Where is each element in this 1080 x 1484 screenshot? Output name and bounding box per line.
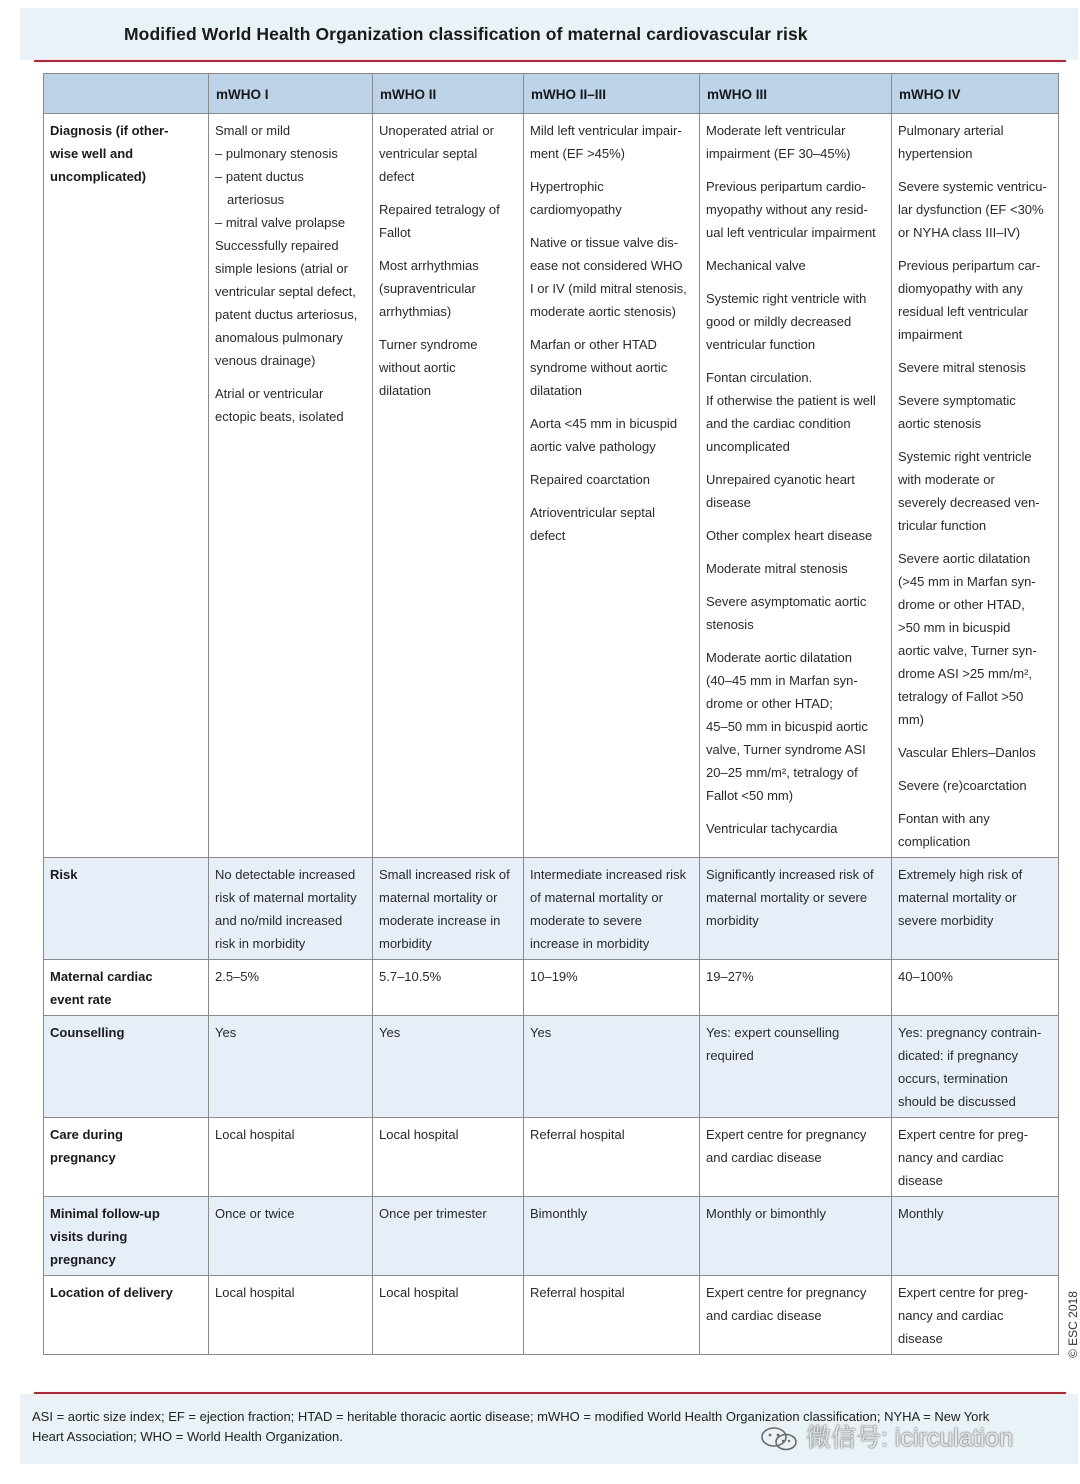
- cell-entry: [530, 119, 694, 165]
- cell-line: Moderate aortic dilatation: [706, 650, 852, 665]
- cell-diagnosis-mwho-1: [209, 114, 373, 858]
- cell-line: cardiomyopathy: [530, 202, 622, 217]
- cell-entry: [530, 231, 694, 323]
- cell-entry: [379, 333, 518, 402]
- cell-line: Severe aortic dilatation: [898, 551, 1031, 566]
- cell-line: Diagnosis (if other-: [50, 123, 169, 138]
- cell-counselling-mwho-3: [700, 1016, 892, 1118]
- cell-line: morbidity: [379, 936, 432, 951]
- cell-line: Hypertrophic: [530, 179, 604, 194]
- cell-entry: [898, 254, 1053, 346]
- cell-line: (supraventricular: [379, 281, 476, 296]
- cell-line: and cardiac disease: [706, 1308, 822, 1323]
- cell-event-rate-mwho-4: [892, 960, 1059, 1016]
- footnote-line: ASI = aortic size index; EF = ejection fraction; HTAD = heritable thoracic aortic disease; mWHO = modified World Health Organization classification; NYHA = New York: [32, 1409, 990, 1424]
- cell-line: severe morbidity: [898, 913, 994, 928]
- cell-line: – mitral valve prolapse: [215, 215, 346, 230]
- cell-entry: [898, 547, 1053, 731]
- cell-diagnosis-mwho-2: [373, 114, 524, 858]
- row-label-delivery: [44, 1276, 209, 1355]
- cell-counselling-mwho-2: [373, 1016, 524, 1118]
- wechat-watermark: [760, 1418, 1013, 1454]
- cell-entry: [530, 175, 694, 221]
- cell-line: aortic valve pathology: [530, 439, 656, 454]
- cell-entry: [898, 774, 1053, 797]
- top-rule: [34, 60, 1066, 62]
- cell-delivery-mwho-4: [892, 1276, 1059, 1355]
- cell-line: Fontan with any: [898, 811, 990, 826]
- cell-line: impairment: [898, 327, 963, 342]
- cell-line: Severe asymptomatic aortic: [706, 594, 867, 609]
- cell-entry: [898, 175, 1053, 244]
- cell-entry: [898, 389, 1053, 435]
- copyright-notice: © ESC 2018: [1066, 1291, 1080, 1358]
- cell-line: moderate increase in: [379, 913, 501, 928]
- cell-line: Monthly or bimonthly: [706, 1206, 826, 1221]
- col-header-mwho-1: mWHO I: [209, 74, 373, 114]
- cell-line: Small or mild: [215, 123, 291, 138]
- cell-line: nancy and cardiac: [898, 1150, 1004, 1165]
- cell-line: – pulmonary stenosis: [215, 146, 338, 161]
- cell-diagnosis-mwho-3: [700, 114, 892, 858]
- cell-line: Severe mitral stenosis: [898, 360, 1026, 375]
- cell-risk-mwho-2-3: [524, 858, 700, 960]
- cell-line: complication: [898, 834, 971, 849]
- cell-line: Risk: [50, 867, 78, 882]
- cell-line: Yes: pregnancy contrain-: [898, 1025, 1042, 1040]
- cell-line: Small increased risk of: [379, 867, 510, 882]
- cell-followup-mwho-3: [700, 1197, 892, 1276]
- page-title: Modified World Health Organization classification of maternal cardiovascular risk: [124, 24, 808, 44]
- cell-line: moderate to severe: [530, 913, 643, 928]
- cell-entry: [706, 287, 886, 356]
- cell-entry: [379, 254, 518, 323]
- cell-line: Severe symptomatic: [898, 393, 1016, 408]
- cell-followup-mwho-2: [373, 1197, 524, 1276]
- cell-line: ventricular septal: [379, 146, 478, 161]
- cell-line: mm): [898, 712, 924, 727]
- cell-line: Systemic right ventricle: [898, 449, 1032, 464]
- cell-line: stenosis: [706, 617, 754, 632]
- cell-line: Location of delivery: [50, 1285, 173, 1300]
- cell-line: ventricular function: [706, 337, 816, 352]
- cell-line: diomyopathy with any: [898, 281, 1024, 296]
- cell-line: Minimal follow-up: [50, 1206, 160, 1221]
- cell-line: simple lesions (atrial or: [215, 261, 348, 276]
- cell-care-mwho-2: [373, 1118, 524, 1197]
- cell-line: 5.7–10.5%: [379, 969, 442, 984]
- cell-line: I or IV (mild mitral stenosis,: [530, 281, 687, 296]
- cell-entry: [898, 807, 1053, 853]
- cell-line: Referral hospital: [530, 1285, 625, 1300]
- cell-line: drome or other HTAD;: [706, 696, 833, 711]
- cell-entry: [898, 119, 1053, 165]
- cell-line: Atrial or ventricular: [215, 386, 324, 401]
- col-header-mwho-4: mWHO IV: [892, 74, 1059, 114]
- cell-followup-mwho-4: [892, 1197, 1059, 1276]
- cell-line: lar dysfunction (EF <30%: [898, 202, 1044, 217]
- watermark-text: 微信号: icirculation: [806, 1424, 1013, 1452]
- cell-event-rate-mwho-2: [373, 960, 524, 1016]
- cell-entry: [706, 175, 886, 244]
- cell-line: Other complex heart disease: [706, 528, 873, 543]
- cell-care-mwho-1: [209, 1118, 373, 1197]
- cell-line: Significantly increased risk of: [706, 867, 874, 882]
- cell-entry: [706, 557, 886, 580]
- cell-line: Care during: [50, 1127, 123, 1142]
- cell-line: disease: [706, 495, 751, 510]
- row-delivery: [44, 1276, 1059, 1355]
- cell-entry: [706, 468, 886, 514]
- cell-delivery-mwho-2: [373, 1276, 524, 1355]
- cell-delivery-mwho-3: [700, 1276, 892, 1355]
- cell-line: of maternal mortality or: [530, 890, 663, 905]
- cell-diagnosis-mwho-2-3: [524, 114, 700, 858]
- cell-line: Turner syndrome: [379, 337, 478, 352]
- cell-care-mwho-3: [700, 1118, 892, 1197]
- cell-line: Expert centre for pregnancy: [706, 1127, 867, 1142]
- cell-line: maternal mortality or: [898, 890, 1017, 905]
- cell-line: moderate aortic stenosis): [530, 304, 676, 319]
- cell-line: Expert centre for preg-: [898, 1127, 1029, 1142]
- cell-line: Yes: [379, 1025, 401, 1040]
- cell-event-rate-mwho-3: [700, 960, 892, 1016]
- cell-line: hypertension: [898, 146, 973, 161]
- cell-line: maternal mortality or severe: [706, 890, 868, 905]
- cell-diagnosis-mwho-4: [892, 114, 1059, 858]
- cell-line: dilatation: [530, 383, 583, 398]
- cell-line: Successfully repaired: [215, 238, 339, 253]
- footnote-line: Heart Association; WHO = World Health Organization.: [32, 1429, 343, 1444]
- cell-line: aortic stenosis: [898, 416, 982, 431]
- cell-line: severely decreased ven-: [898, 495, 1040, 510]
- cell-line: Once or twice: [215, 1206, 295, 1221]
- row-event-rate: [44, 960, 1059, 1016]
- cell-line: required: [706, 1048, 754, 1063]
- cell-line: Fallot: [379, 225, 411, 240]
- cell-line: Repaired tetralogy of: [379, 202, 500, 217]
- cell-line: myopathy without any resid-: [706, 202, 868, 217]
- cell-line: Extremely high risk of: [898, 867, 1023, 882]
- cell-line: ventricular septal defect,: [215, 284, 356, 299]
- cell-line: and cardiac disease: [706, 1150, 822, 1165]
- cell-line: Unoperated atrial or: [379, 123, 494, 138]
- cell-line: ment (EF >45%): [530, 146, 626, 161]
- cell-line: or NYHA class III–IV): [898, 225, 1021, 240]
- cell-delivery-mwho-2-3: [524, 1276, 700, 1355]
- cell-line: tricular function: [898, 518, 987, 533]
- cell-line: Ventricular tachycardia: [706, 821, 838, 836]
- cell-entry: [379, 119, 518, 188]
- cell-line: Previous peripartum cardio-: [706, 179, 866, 194]
- cell-line: Local hospital: [215, 1285, 295, 1300]
- cell-line: risk in morbidity: [215, 936, 306, 951]
- header-row: [44, 74, 1059, 114]
- cell-line: morbidity: [706, 913, 759, 928]
- cell-entry: [530, 468, 694, 491]
- cell-line: and the cardiac condition: [706, 416, 851, 431]
- cell-line: Fontan circulation.: [706, 370, 813, 385]
- cell-entry: [706, 254, 886, 277]
- cell-entry: [706, 817, 886, 840]
- cell-line: Intermediate increased risk: [530, 867, 687, 882]
- cell-line: Moderate mitral stenosis: [706, 561, 848, 576]
- cell-line: good or mildly decreased: [706, 314, 852, 329]
- cell-delivery-mwho-1: [209, 1276, 373, 1355]
- cell-line: Once per trimester: [379, 1206, 487, 1221]
- cell-line: ual left ventricular impairment: [706, 225, 876, 240]
- cell-line: arteriosus: [227, 192, 285, 207]
- cell-line: ectopic beats, isolated: [215, 409, 344, 424]
- cell-line: Marfan or other HTAD: [530, 337, 657, 352]
- cell-risk-mwho-4: [892, 858, 1059, 960]
- cell-entry: [530, 412, 694, 458]
- cell-line: Local hospital: [215, 1127, 295, 1142]
- row-diagnosis: [44, 114, 1059, 858]
- cell-line: Counselling: [50, 1025, 125, 1040]
- cell-line: Mechanical valve: [706, 258, 806, 273]
- cell-line: defect: [379, 169, 415, 184]
- cell-line: tetralogy of Fallot >50: [898, 689, 1024, 704]
- cell-line: Bimonthly: [530, 1206, 588, 1221]
- col-header-mwho-2: mWHO II: [373, 74, 524, 114]
- cell-entry: [706, 366, 886, 458]
- cell-line: Atrioventricular septal: [530, 505, 655, 520]
- cell-line: valve, Turner syndrome ASI: [706, 742, 866, 757]
- cell-line: disease: [898, 1173, 943, 1188]
- cell-line: risk of maternal mortality: [215, 890, 357, 905]
- cell-line: Pulmonary arterial: [898, 123, 1004, 138]
- cell-line: maternal mortality or: [379, 890, 498, 905]
- cell-line: – patent ductus: [215, 169, 304, 184]
- cell-entry: [898, 356, 1053, 379]
- cell-line: drome ASI >25 mm/m²,: [898, 666, 1033, 681]
- cell-line: uncomplicated): [50, 169, 147, 184]
- col-header-mwho-2-3: mWHO II–III: [524, 74, 700, 114]
- cell-line: Severe systemic ventricu-: [898, 179, 1047, 194]
- cell-line: arrhythmias): [379, 304, 452, 319]
- header-corner: [44, 74, 209, 114]
- cell-line: If otherwise the patient is well: [706, 393, 876, 408]
- cell-line: 19–27%: [706, 969, 754, 984]
- cell-line: 10–19%: [530, 969, 578, 984]
- row-care: [44, 1118, 1059, 1197]
- row-followup: [44, 1197, 1059, 1276]
- cell-entry: [898, 445, 1053, 537]
- cell-line: Expert centre for pregnancy: [706, 1285, 867, 1300]
- row-label-care: [44, 1118, 209, 1197]
- cell-line: pregnancy: [50, 1252, 116, 1267]
- cell-line: Unrepaired cyanotic heart: [706, 472, 855, 487]
- cell-risk-mwho-2: [373, 858, 524, 960]
- cell-line: Local hospital: [379, 1285, 459, 1300]
- col-header-mwho-3: mWHO III: [700, 74, 892, 114]
- cell-entry: [530, 333, 694, 402]
- cell-line: 40–100%: [898, 969, 953, 984]
- cell-line: 2.5–5%: [215, 969, 260, 984]
- cell-event-rate-mwho-2-3: [524, 960, 700, 1016]
- cell-line: Most arrhythmias: [379, 258, 479, 273]
- cell-line: patent ductus arteriosus,: [215, 307, 358, 322]
- cell-line: residual left ventricular: [898, 304, 1029, 319]
- cell-line: 20–25 mm/m², tetralogy of: [706, 765, 858, 780]
- cell-followup-mwho-1: [209, 1197, 373, 1276]
- cell-line: (40–45 mm in Marfan syn-: [706, 673, 858, 688]
- cell-line: Moderate left ventricular: [706, 123, 846, 138]
- cell-line: dilatation: [379, 383, 432, 398]
- cell-entry: [215, 382, 367, 428]
- cell-entry: [898, 741, 1053, 764]
- cell-line: Yes: expert counselling: [706, 1025, 840, 1040]
- cell-risk-mwho-3: [700, 858, 892, 960]
- cell-line: Aorta <45 mm in bicuspid: [530, 416, 678, 431]
- row-risk: [44, 858, 1059, 960]
- cell-counselling-mwho-2-3: [524, 1016, 700, 1118]
- cell-line: occurs, termination: [898, 1071, 1008, 1086]
- row-label-risk: [44, 858, 209, 960]
- cell-line: pregnancy: [50, 1150, 116, 1165]
- cell-care-mwho-2-3: [524, 1118, 700, 1197]
- cell-line: and no/mild increased: [215, 913, 343, 928]
- cell-entry: [530, 501, 694, 547]
- cell-care-mwho-4: [892, 1118, 1059, 1197]
- cell-line: No detectable increased: [215, 867, 356, 882]
- row-counselling: [44, 1016, 1059, 1118]
- cell-line: Fallot <50 mm): [706, 788, 794, 803]
- cell-entry: [706, 590, 886, 636]
- cell-line: impairment (EF 30–45%): [706, 146, 851, 161]
- cell-line: Vascular Ehlers–Danlos: [898, 745, 1036, 760]
- cell-entry: [706, 524, 886, 547]
- cell-line: without aortic: [379, 360, 456, 375]
- cell-line: should be discussed: [898, 1094, 1016, 1109]
- cell-line: disease: [898, 1331, 943, 1346]
- cell-entry: [379, 198, 518, 244]
- cell-event-rate-mwho-1: [209, 960, 373, 1016]
- cell-line: drome or other HTAD,: [898, 597, 1025, 612]
- cell-line: Expert centre for preg-: [898, 1285, 1029, 1300]
- cell-line: defect: [530, 528, 566, 543]
- cell-line: Local hospital: [379, 1127, 459, 1142]
- cell-line: (>45 mm in Marfan syn-: [898, 574, 1036, 589]
- cell-entry: [215, 119, 367, 372]
- cell-followup-mwho-2-3: [524, 1197, 700, 1276]
- cell-line: Referral hospital: [530, 1127, 625, 1142]
- cell-line: Monthly: [898, 1206, 944, 1221]
- cell-line: dicated: if pregnancy: [898, 1048, 1018, 1063]
- cell-line: ease not considered WHO: [530, 258, 683, 273]
- cell-line: Previous peripartum car-: [898, 258, 1041, 273]
- cell-risk-mwho-1: [209, 858, 373, 960]
- cell-counselling-mwho-1: [209, 1016, 373, 1118]
- row-label-counselling: [44, 1016, 209, 1118]
- cell-line: wise well and: [50, 146, 134, 161]
- cell-line: syndrome without aortic: [530, 360, 668, 375]
- cell-line: visits during: [50, 1229, 128, 1244]
- cell-line: aortic valve, Turner syn-: [898, 643, 1037, 658]
- cell-line: Repaired coarctation: [530, 472, 650, 487]
- cell-line: venous drainage): [215, 353, 316, 368]
- row-label-event-rate: [44, 960, 209, 1016]
- classification-table: [43, 73, 1059, 1355]
- cell-line: >50 mm in bicuspid: [898, 620, 1011, 635]
- row-label-followup: [44, 1197, 209, 1276]
- cell-line: nancy and cardiac: [898, 1308, 1004, 1323]
- cell-line: increase in morbidity: [530, 936, 650, 951]
- cell-line: anomalous pulmonary: [215, 330, 343, 345]
- cell-line: event rate: [50, 992, 112, 1007]
- cell-line: Yes: [215, 1025, 237, 1040]
- cell-line: Yes: [530, 1025, 552, 1040]
- cell-entry: [706, 119, 886, 165]
- cell-line: Maternal cardiac: [50, 969, 153, 984]
- cell-line: with moderate or: [898, 472, 995, 487]
- cell-line: Native or tissue valve dis-: [530, 235, 679, 250]
- cell-line: 45–50 mm in bicuspid aortic: [706, 719, 868, 734]
- cell-line: uncomplicated: [706, 439, 790, 454]
- cell-line: Mild left ventricular impair-: [530, 123, 682, 138]
- cell-line: Systemic right ventricle with: [706, 291, 867, 306]
- wechat-icon: [760, 1426, 800, 1452]
- cell-counselling-mwho-4: [892, 1016, 1059, 1118]
- cell-line: Severe (re)coarctation: [898, 778, 1027, 793]
- row-label-diagnosis: [44, 114, 209, 858]
- cell-entry: [706, 646, 886, 807]
